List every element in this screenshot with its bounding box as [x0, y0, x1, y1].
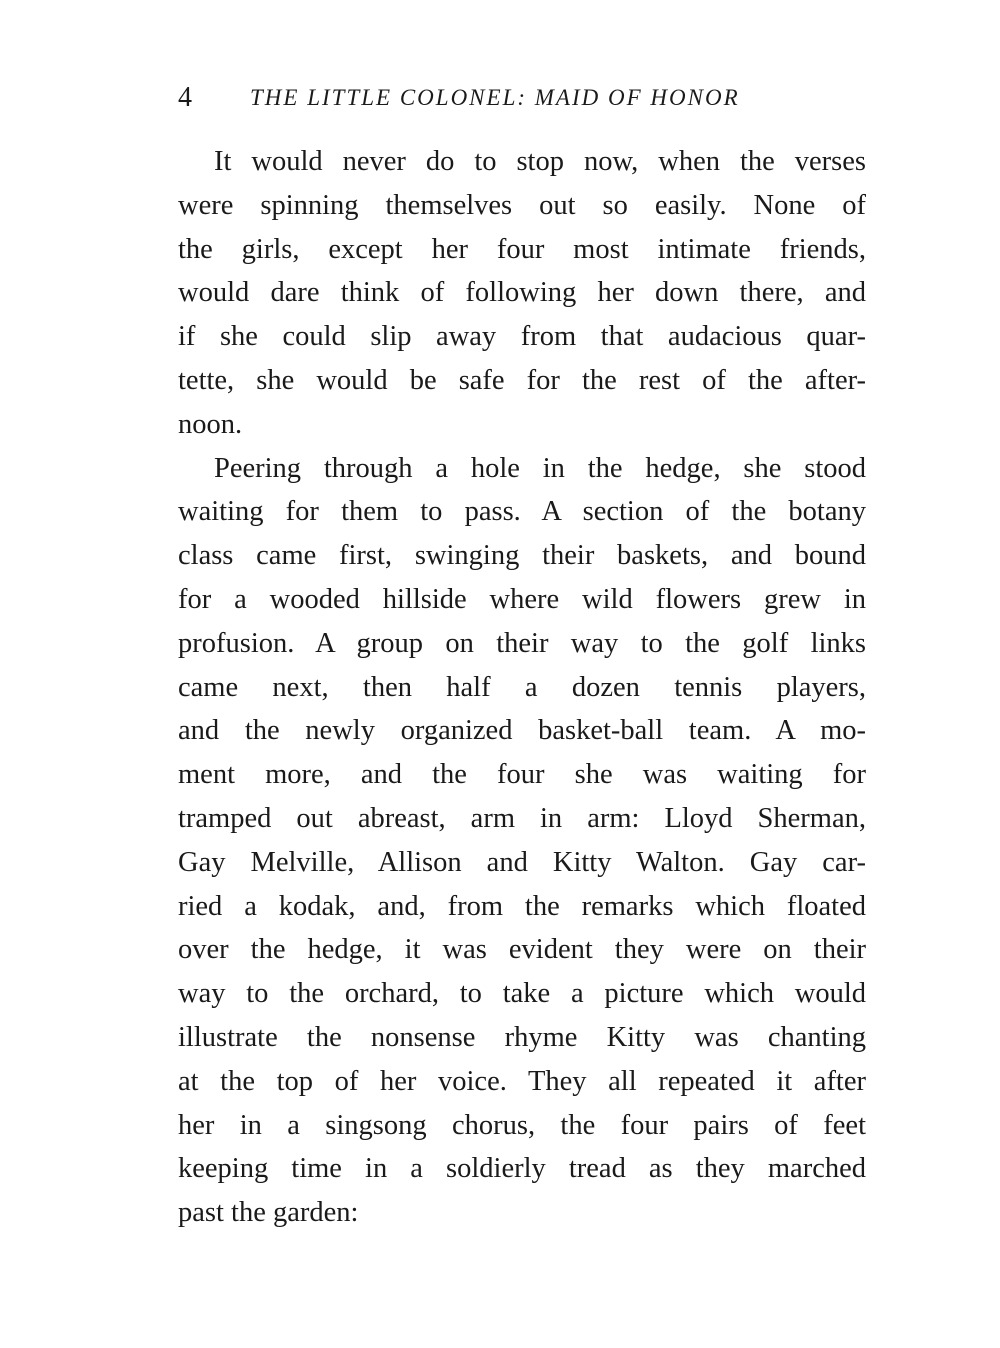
body-text	[178, 140, 866, 1235]
text-line: were spinning themselves out so easily. None of	[178, 189, 866, 221]
text-line: if she could slip away from that audacious quar-	[178, 321, 866, 353]
text-line: way to the orchard, to take a picture which would	[178, 978, 866, 1010]
paragraph	[178, 447, 866, 1235]
text-line: would dare think of following her down there, and	[178, 277, 866, 309]
text-line: It would never do to stop now, when the verses	[214, 146, 866, 177]
text-line: keeping time in a soldierly tread as they marched	[178, 1153, 866, 1185]
text-line: waiting for them to pass. A section of the botany	[178, 496, 866, 528]
text-line: tette, she would be safe for the rest of the after-	[178, 364, 866, 396]
text-line: her in a singsong chorus, the four pairs of feet	[178, 1109, 866, 1141]
text-line: over the hedge, it was evident they were on their	[178, 934, 866, 966]
text-line: ried a kodak, and, from the remarks which floated	[178, 890, 866, 922]
text-line: ment more, and the four she was waiting for	[178, 759, 866, 791]
text-line: the girls, except her four most intimate friends,	[178, 233, 866, 265]
text-line: class came first, swinging their baskets, and bound	[178, 540, 866, 572]
text-line: profusion. A group on their way to the golf links	[178, 627, 866, 659]
text-line: past the garden:	[178, 1197, 359, 1229]
text-line: for a wooded hillside where wild flowers grew in	[178, 583, 866, 615]
text-line: Peering through a hole in the hedge, she stood	[214, 452, 866, 484]
text-line: Gay Melville, Allison and Kitty Walton. Gay car-	[178, 846, 866, 878]
text-line: illustrate the nonsense rhyme Kitty was chanting	[178, 1021, 866, 1053]
text-line: noon.	[178, 408, 243, 440]
text-line: tramped out abreast, arm in arm: Lloyd Sherman,	[178, 802, 866, 834]
paragraph	[178, 140, 866, 447]
running-head	[178, 78, 878, 118]
page-number: 4	[178, 82, 192, 113]
text-line: and the newly organized basket-ball team. A mo-	[178, 715, 866, 747]
running-title: THE LITTLE COLONEL: MAID OF HONOR	[250, 85, 740, 110]
text-line: at the top of her voice. They all repeated it after	[178, 1065, 866, 1097]
text-line: came next, then half a dozen tennis players,	[178, 671, 866, 703]
